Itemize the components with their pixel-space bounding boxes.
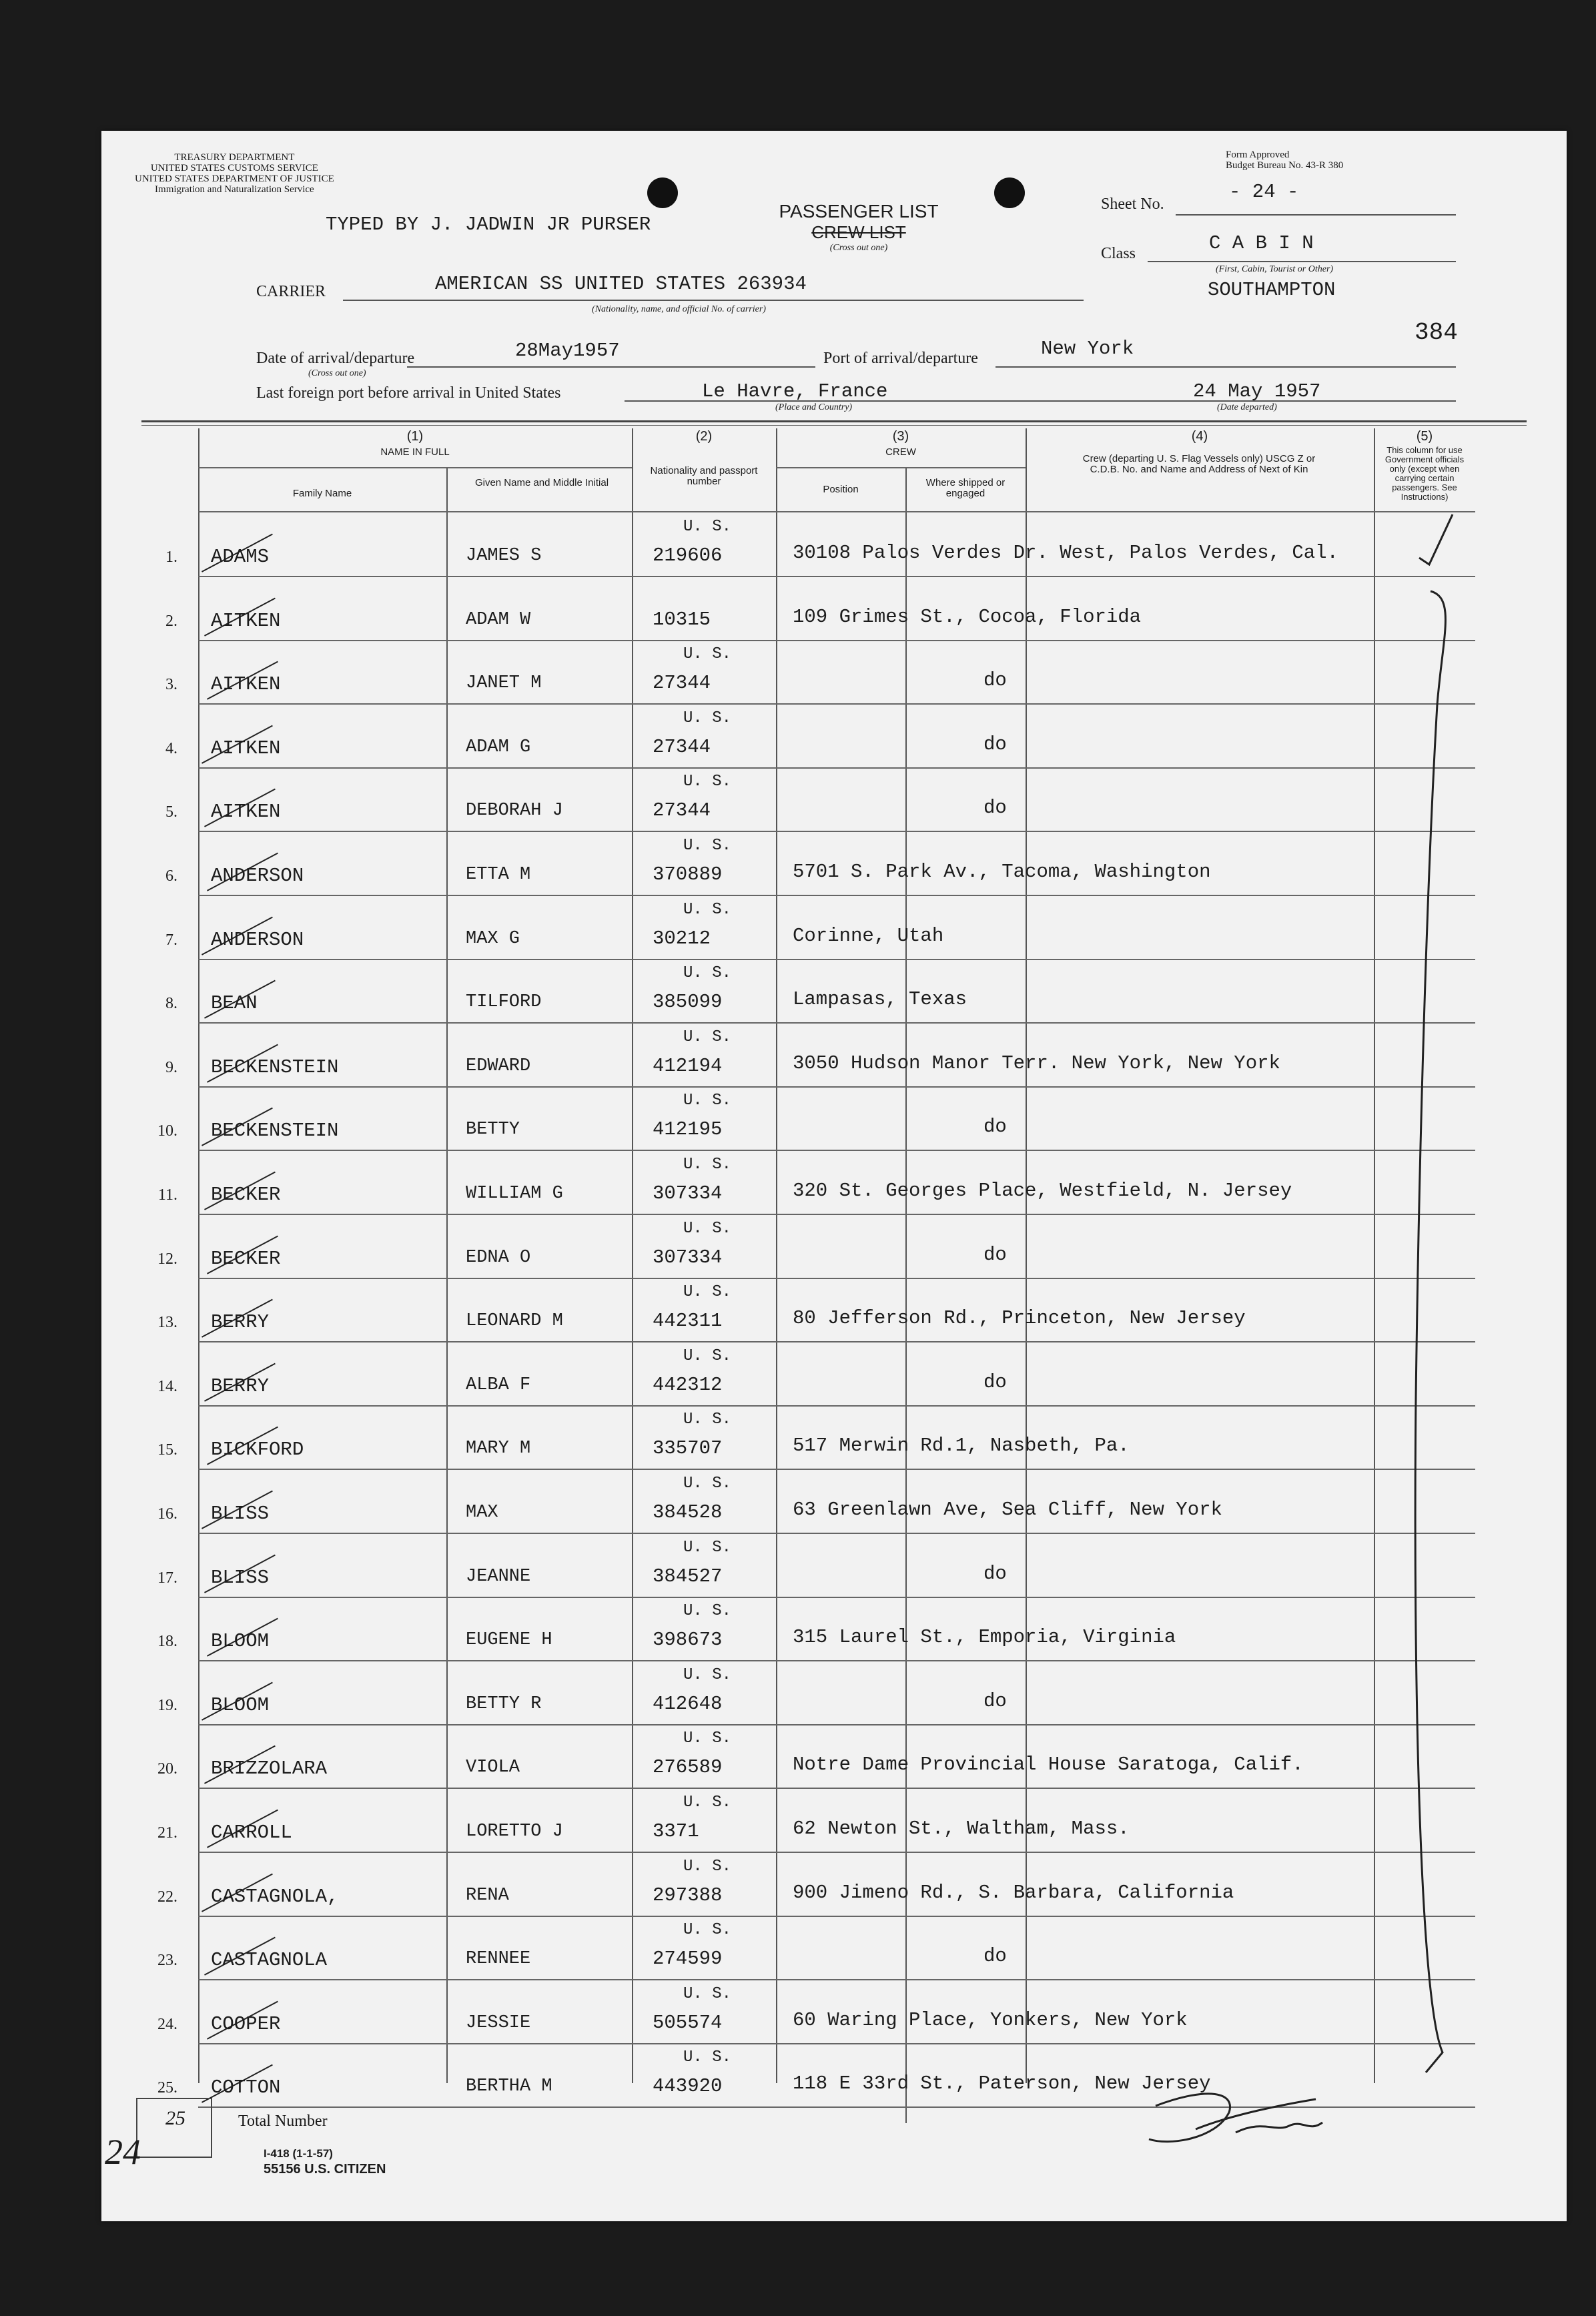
nationality: U. S. <box>683 709 732 727</box>
address: 80 Jefferson Rd., Princeton, New Jersey <box>793 1307 1246 1330</box>
last-port-label: Last foreign port before arrival in United States <box>256 384 561 402</box>
ditto: do <box>983 1562 1007 1585</box>
col3-number: (3) <box>892 429 909 444</box>
row-rule <box>198 1533 1475 1534</box>
row-rule <box>198 2106 1475 2108</box>
passport-number: 370889 <box>653 863 723 885</box>
given-name: MARY M <box>466 1439 531 1459</box>
date-departed-note: (Date departed) <box>1217 402 1277 412</box>
address: Lampasas, Texas <box>793 988 967 1011</box>
family-name: AITKEN <box>211 609 281 632</box>
address: 62 Newton St., Waltham, Mass. <box>793 1818 1130 1840</box>
col1-number: (1) <box>406 429 424 444</box>
given-name: LEONARD M <box>466 1311 563 1332</box>
carrier-note: (Nationality, name, and official No. of carrier) <box>592 304 766 314</box>
address: 900 Jimeno Rd., S. Barbara, California <box>793 1881 1234 1904</box>
row-rule <box>198 1469 1475 1470</box>
row-rule <box>198 1086 1475 1088</box>
class-value: C A B I N <box>1209 232 1314 254</box>
manifest-sheet <box>101 131 1567 2221</box>
row-rule <box>198 1022 1475 1024</box>
given-name: EDNA O <box>466 1247 531 1268</box>
address: Notre Dame Provincial House Saratoga, Calif. <box>793 1754 1304 1776</box>
total-label: Total Number <box>238 2112 328 2130</box>
nationality: U. S. <box>683 773 732 791</box>
row-rule <box>198 1278 1475 1279</box>
passport-number: 442312 <box>653 1373 723 1396</box>
carrier-label: CARRIER <box>256 283 326 300</box>
given-name: JESSIE <box>466 2012 531 2033</box>
row-rule <box>198 1724 1475 1725</box>
southampton: SOUTHAMPTON <box>1208 279 1336 301</box>
carrier-value: AMERICAN SS UNITED STATES 263934 <box>435 273 807 295</box>
row-number: 5. <box>165 803 177 821</box>
row-number: 21. <box>157 1824 177 1842</box>
family-name: BICKFORD <box>211 1439 304 1461</box>
ditto: do <box>983 797 1007 819</box>
row-number: 24. <box>157 2015 177 2033</box>
row-rule <box>198 767 1475 769</box>
port-value: New York <box>1041 338 1134 360</box>
nationality: U. S. <box>683 1984 732 2003</box>
row-rule <box>198 703 1475 705</box>
row-rule <box>198 1405 1475 1407</box>
shipped-header: Where shipped or engaged <box>925 477 1006 499</box>
passport-number: 412648 <box>653 1692 723 1715</box>
ditto: do <box>983 1116 1007 1138</box>
given-name: RENA <box>466 1885 509 1906</box>
nationality: U. S. <box>683 1346 732 1365</box>
last-port-note: (Place and Country) <box>775 402 853 412</box>
row-number: 18. <box>157 1633 177 1651</box>
passport-number: 274599 <box>653 1948 723 1970</box>
ditto: do <box>983 1371 1007 1393</box>
date-note: (Cross out one) <box>308 368 366 378</box>
nationality: U. S. <box>683 1729 732 1748</box>
passport-number: 335707 <box>653 1437 723 1460</box>
family-name: COOPER <box>211 2012 281 2035</box>
passport-number: 297388 <box>653 1884 723 1906</box>
passport-number: 27344 <box>653 672 711 695</box>
given-name: MAX <box>466 1503 498 1523</box>
row-rule <box>198 895 1475 896</box>
row-number: 9. <box>165 1058 177 1076</box>
row-number: 3. <box>165 676 177 694</box>
title-crew: CREW LIST <box>811 222 906 242</box>
agency-line: UNITED STATES CUSTOMS SERVICE <box>150 163 318 173</box>
passport-number: 384527 <box>653 1565 723 1587</box>
nationality: U. S. <box>683 1857 732 1876</box>
address: 320 St. Georges Place, Westfield, N. Jersey <box>793 1180 1292 1202</box>
nationality: U. S. <box>683 1665 732 1684</box>
family-name: BECKER <box>211 1247 281 1270</box>
passport-number: 27344 <box>653 735 711 758</box>
nationality: U. S. <box>683 1283 732 1302</box>
family-name: CASTAGNOLA <box>211 1949 328 1972</box>
family-name: CASTAGNOLA, <box>211 1885 339 1908</box>
agency-line: Immigration and Naturalization Service <box>155 184 314 195</box>
row-number: 12. <box>157 1250 177 1268</box>
given-name: DEBORAH J <box>466 801 563 821</box>
passport-number: 307334 <box>653 1246 723 1268</box>
nationality: U. S. <box>683 518 732 536</box>
family-name: BECKENSTEIN <box>211 1056 339 1078</box>
family-name: AITKEN <box>211 673 281 696</box>
passport-number: 276589 <box>653 1756 723 1779</box>
address: 315 Laurel St., Emporia, Virginia <box>793 1626 1176 1649</box>
nationality: U. S. <box>683 1538 732 1557</box>
col3-title: CREW <box>885 446 916 458</box>
family-name: COTTON <box>211 2076 281 2099</box>
nationality: U. S. <box>683 900 732 919</box>
row-rule <box>198 1660 1475 1661</box>
given-name: ETTA M <box>466 865 531 885</box>
row-number: 4. <box>165 739 177 757</box>
row-rule <box>198 1597 1475 1598</box>
family-name: BEAN <box>211 992 258 1015</box>
title-passenger: PASSENGER LIST <box>779 201 939 222</box>
row-rule <box>198 1979 1475 1980</box>
ditto: do <box>983 1945 1007 1968</box>
row-rule <box>198 1852 1475 1853</box>
given-name: ADAM W <box>466 609 531 630</box>
title-note: (Cross out one) <box>829 243 888 253</box>
family-name: AITKEN <box>211 737 281 759</box>
given-name: RENNEE <box>466 1949 531 1970</box>
class-label: Class <box>1101 245 1136 262</box>
agency-line: TREASURY DEPARTMENT <box>174 152 295 163</box>
row-rule <box>198 576 1475 577</box>
row-rule <box>198 1916 1475 1917</box>
given-name: MAX G <box>466 928 520 949</box>
col4-title: Crew (departing U. S. Flag Vessels only) USCG Z or C.D.B. No. and Name and Address of Next of Kin <box>1082 453 1316 475</box>
family-name: BERRY <box>211 1375 270 1397</box>
class-note: (First, Cabin, Tourist or Other) <box>1216 264 1334 274</box>
row-number: 17. <box>157 1569 177 1587</box>
given-header: Given Name and Middle Initial <box>474 477 609 488</box>
nationality: U. S. <box>683 1219 732 1238</box>
family-name: CARROLL <box>211 1822 292 1844</box>
ditto: do <box>983 733 1007 755</box>
row-number: 25. <box>157 2079 177 2097</box>
ditto: do <box>983 669 1007 692</box>
col2-title: Nationality and passport number <box>650 465 758 487</box>
nationality: U. S. <box>683 1028 732 1046</box>
row-number: 8. <box>165 995 177 1013</box>
row-rule <box>198 2043 1475 2044</box>
address: 5701 S. Park Av., Tacoma, Washington <box>793 861 1211 883</box>
address: 63 Greenlawn Ave, Sea Cliff, New York <box>793 1499 1222 1521</box>
row-number: 15. <box>157 1441 177 1459</box>
row-number: 23. <box>157 1952 177 1970</box>
family-name: BLISS <box>211 1503 270 1525</box>
col4-number: (4) <box>1191 429 1208 444</box>
date-value: 28May1957 <box>515 340 620 362</box>
family-name: BLOOM <box>211 1693 270 1716</box>
row-rule <box>198 640 1475 641</box>
row-number: 7. <box>165 931 177 949</box>
family-name: BRIZZOLARA <box>211 1758 328 1780</box>
row-rule <box>198 959 1475 960</box>
ditto: do <box>983 1243 1007 1266</box>
col2-number: (2) <box>695 429 713 444</box>
given-name: JANET M <box>466 673 542 694</box>
row-number: 2. <box>165 612 177 630</box>
nationality: U. S. <box>683 1092 732 1110</box>
given-name: EUGENE H <box>466 1630 552 1651</box>
passport-number: 384528 <box>653 1501 723 1523</box>
given-name: LORETTO J <box>466 1822 563 1842</box>
approval-line: Form Approved <box>1226 149 1290 160</box>
given-name: WILLIAM G <box>466 1184 563 1204</box>
margin-note: 24 <box>105 2132 141 2172</box>
passport-number: 442311 <box>653 1310 723 1332</box>
citizen-note: 55156 U.S. CITIZEN <box>264 2162 386 2177</box>
passport-number: 398673 <box>653 1629 723 1651</box>
family-name: ANDERSON <box>211 865 304 887</box>
nationality: U. S. <box>683 2048 732 2067</box>
row-number: 1. <box>165 548 177 566</box>
family-name: BERRY <box>211 1311 270 1334</box>
col5-number: (5) <box>1416 429 1433 444</box>
family-name: BECKER <box>211 1184 281 1206</box>
given-name: BERTHA M <box>466 2076 552 2097</box>
family-name: ANDERSON <box>211 928 304 951</box>
row-number: 13. <box>157 1314 177 1332</box>
family-name: BLOOM <box>211 1630 270 1653</box>
agency-line: UNITED STATES DEPARTMENT OF JUSTICE <box>135 173 334 184</box>
row-rule <box>198 1788 1475 1789</box>
passport-number: 30212 <box>653 927 711 949</box>
given-name: ADAM G <box>466 737 531 757</box>
row-number: 10. <box>157 1122 177 1140</box>
nationality: U. S. <box>683 1156 732 1174</box>
nationality: U. S. <box>683 1921 732 1940</box>
address: 109 Grimes St., Cocoa, Florida <box>793 605 1142 628</box>
passport-number: 412195 <box>653 1118 723 1141</box>
row-number: 6. <box>165 867 177 885</box>
passport-number: 307334 <box>653 1182 723 1204</box>
passport-number: 3371 <box>653 1820 699 1842</box>
row-rule <box>198 1214 1475 1215</box>
row-number: 22. <box>157 1888 177 1906</box>
row-rule <box>198 1150 1475 1151</box>
row-number: 14. <box>157 1377 177 1395</box>
typed-by: TYPED BY J. JADWIN JR PURSER <box>326 214 651 236</box>
page-stamp: 384 <box>1415 319 1458 346</box>
form-number: I-418 (1-1-57) <box>264 2147 333 2160</box>
given-name: BETTY <box>466 1120 520 1140</box>
sheet-label: Sheet No. <box>1101 196 1164 213</box>
sheet-value: - 24 - <box>1229 181 1299 203</box>
given-name: BETTY R <box>466 1693 542 1714</box>
signature-text <box>1196 2139 1199 2140</box>
address: 517 Merwin Rd.1, Nasbeth, Pa. <box>793 1435 1130 1457</box>
date-departed-value: 24 May 1957 <box>1193 380 1321 402</box>
nationality: U. S. <box>683 645 732 664</box>
last-port-value: Le Havre, France <box>702 380 888 402</box>
position-header: Position <box>823 484 859 495</box>
ditto: do <box>983 1689 1007 1712</box>
given-name: TILFORD <box>466 992 542 1013</box>
col1-title: NAME IN FULL <box>380 446 450 458</box>
nationality: U. S. <box>683 1602 732 1621</box>
passport-number: 10315 <box>653 608 711 631</box>
given-name: ALBA F <box>466 1375 531 1395</box>
nationality: U. S. <box>683 1475 732 1493</box>
nationality: U. S. <box>683 837 732 855</box>
family-name: BLISS <box>211 1566 270 1589</box>
nationality: U. S. <box>683 964 732 983</box>
family-name: ADAMS <box>211 546 270 568</box>
passport-number: 412194 <box>653 1054 723 1077</box>
given-name: VIOLA <box>466 1758 520 1778</box>
date-label: Date of arrival/departure <box>256 350 415 367</box>
passport-number: 505574 <box>653 2011 723 2034</box>
total-value: 25 <box>165 2107 185 2129</box>
nationality: U. S. <box>683 1794 732 1812</box>
address: 118 E 33rd St., Paterson, New Jersey <box>793 2072 1211 2095</box>
approval-line: Budget Bureau No. 43-R 380 <box>1226 160 1344 171</box>
family-name: AITKEN <box>211 801 281 823</box>
passport-number: 443920 <box>653 2075 723 2098</box>
address: 60 Waring Place, Yonkers, New York <box>793 2008 1188 2031</box>
passport-number: 385099 <box>653 991 723 1014</box>
port-label: Port of arrival/departure <box>823 350 978 367</box>
address: Corinne, Utah <box>793 924 944 947</box>
nationality: U. S. <box>683 1411 732 1429</box>
row-number: 16. <box>157 1505 177 1523</box>
given-name: JEANNE <box>466 1566 531 1587</box>
given-name: JAMES S <box>466 546 542 566</box>
passport-number: 27344 <box>653 799 711 822</box>
row-number: 19. <box>157 1696 177 1714</box>
col5-title: This column for use Government officials only (except when carrying certain passengers. See Instructions) <box>1384 445 1465 502</box>
family-header: Family Name <box>292 488 352 499</box>
given-name: EDWARD <box>466 1056 531 1076</box>
row-number: 20. <box>157 1760 177 1778</box>
row-rule <box>198 1341 1475 1342</box>
rows-container <box>101 131 1567 2221</box>
passport-number: 219606 <box>653 544 723 566</box>
family-name: BECKENSTEIN <box>211 1120 339 1142</box>
row-rule <box>198 831 1475 832</box>
address: 3050 Hudson Manor Terr. New York, New York <box>793 1052 1280 1074</box>
address: 30108 Palos Verdes Dr. West, Palos Verdes, Cal. <box>793 542 1338 564</box>
row-number: 11. <box>157 1186 177 1204</box>
